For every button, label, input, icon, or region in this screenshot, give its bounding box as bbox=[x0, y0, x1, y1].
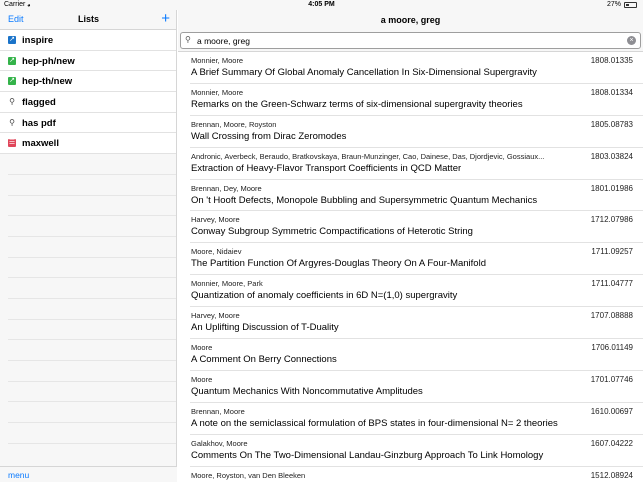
paper-title: The Partition Function Of Argyres-Douglas Theory On A Four-Manifold bbox=[191, 258, 486, 270]
paper-authors: Andronic, Averbeck, Beraudo, Bratkovskaya, Braun-Munzinger, Cao, Dainese, Das, Djordjevic, Gossiaux... bbox=[191, 151, 545, 161]
results-panel bbox=[178, 10, 643, 482]
search-bar bbox=[178, 30, 643, 52]
paper-arxiv-id: 1610.00697 bbox=[590, 406, 633, 416]
paper-row[interactable] bbox=[190, 243, 643, 275]
paper-title: A Brief Summary Of Global Anomaly Cancellation In Six-Dimensional Supergravity bbox=[191, 67, 537, 78]
paper-arxiv-id: 1711.09257 bbox=[591, 247, 633, 257]
paper-title: An Uplifting Discussion of T-Duality bbox=[191, 322, 339, 334]
empty-row bbox=[8, 340, 176, 361]
empty-row bbox=[8, 320, 176, 341]
menu-button[interactable]: menu bbox=[8, 470, 30, 480]
folder-icon: ☰ bbox=[8, 139, 16, 147]
empty-row bbox=[8, 402, 176, 423]
paper-arxiv-id: 1607.04222 bbox=[590, 438, 633, 448]
search-icon: ⚲ bbox=[9, 117, 15, 127]
clock: 4:05 PM bbox=[308, 1, 335, 8]
sidebar bbox=[0, 10, 177, 482]
paper-row[interactable] bbox=[190, 116, 643, 148]
sidebar-item-hep-ph-new[interactable] bbox=[0, 51, 176, 72]
sidebar-item-flagged[interactable] bbox=[0, 92, 176, 113]
paper-authors: Brennan, Moore, Royston bbox=[191, 119, 277, 129]
paper-authors: Monnier, Moore, Park bbox=[191, 279, 263, 289]
empty-row bbox=[8, 258, 176, 279]
search-input[interactable] bbox=[197, 34, 617, 47]
paper-arxiv-id: 1808.01334 bbox=[590, 87, 633, 97]
paper-authors: Monnier, Moore bbox=[191, 87, 244, 97]
empty-row bbox=[8, 423, 176, 444]
paper-title: A Comment On Berry Connections bbox=[191, 354, 337, 366]
sidebar-item-label: flagged bbox=[22, 97, 56, 109]
paper-row[interactable] bbox=[190, 467, 643, 482]
sidebar-item-has-pdf[interactable] bbox=[0, 113, 176, 134]
empty-row bbox=[8, 361, 176, 382]
paper-authors: Brennan, Moore bbox=[191, 406, 245, 416]
paper-row[interactable] bbox=[190, 435, 643, 467]
paper-arxiv-id: 1808.01335 bbox=[590, 56, 633, 65]
battery-icon bbox=[624, 2, 637, 8]
sidebar-footer bbox=[0, 466, 177, 482]
sidebar-item-label: inspire bbox=[22, 35, 54, 46]
paper-arxiv-id: 1805.08783 bbox=[590, 119, 633, 129]
paper-row[interactable] bbox=[190, 275, 643, 307]
paper-authors: Monnier, Moore bbox=[191, 56, 244, 65]
paper-list bbox=[178, 52, 643, 482]
empty-row bbox=[8, 278, 176, 299]
page-title: a moore, greg bbox=[178, 10, 643, 30]
carrier-label: Carrier bbox=[4, 1, 26, 8]
paper-row[interactable] bbox=[190, 371, 643, 403]
paper-arxiv-id: 1706.01149 bbox=[591, 343, 633, 353]
sidebar-item-label: hep-ph/new bbox=[22, 55, 75, 67]
empty-row bbox=[8, 154, 176, 175]
paper-row[interactable] bbox=[190, 339, 643, 371]
paper-authors: Moore bbox=[191, 343, 213, 353]
paper-row[interactable] bbox=[190, 180, 643, 212]
paper-title: A note on the semiclassical formulation of BPS states in four-dimensional N= 2 theories bbox=[191, 417, 558, 429]
arxiv-feed-icon: ↗ bbox=[9, 56, 15, 64]
paper-arxiv-id: 1512.08924 bbox=[590, 470, 633, 480]
battery-percentage: 27% bbox=[606, 1, 621, 8]
sidebar-item-label: maxwell bbox=[22, 138, 59, 150]
paper-row[interactable] bbox=[190, 307, 643, 339]
paper-arxiv-id: 1803.03824 bbox=[590, 151, 633, 161]
search-icon: ⚲ bbox=[9, 97, 15, 107]
sidebar-navbar bbox=[0, 10, 176, 30]
paper-title: Remarks on the Green-Schwarz terms of six-dimensional supergravity theories bbox=[191, 98, 523, 110]
paper-row[interactable] bbox=[190, 84, 643, 116]
paper-row[interactable] bbox=[190, 52, 643, 84]
paper-authors: Moore bbox=[191, 374, 213, 384]
add-list-button[interactable]: + bbox=[161, 10, 170, 27]
inspire-icon: ↗ bbox=[9, 36, 15, 43]
arxiv-feed-icon: ↗ bbox=[9, 77, 15, 85]
empty-row bbox=[8, 237, 176, 258]
paper-arxiv-id: 1701.07746 bbox=[590, 374, 633, 384]
paper-authors: Moore, Nidaiev bbox=[191, 247, 242, 257]
paper-title: Quantum Mechanics With Noncommutative Amplitudes bbox=[191, 385, 423, 397]
empty-row bbox=[8, 175, 176, 196]
status-bar bbox=[0, 0, 643, 10]
sidebar-item-label: has pdf bbox=[22, 117, 56, 129]
paper-authors: Galakhov, Moore bbox=[191, 438, 248, 448]
paper-arxiv-id: 1711.04777 bbox=[591, 279, 633, 289]
sidebar-item-maxwell[interactable] bbox=[0, 133, 176, 154]
paper-row[interactable] bbox=[190, 403, 643, 435]
paper-title: Comments On The Two-Dimensional Landau-Ginzburg Approach To Link Homology bbox=[191, 449, 544, 461]
paper-arxiv-id: 1707.08888 bbox=[590, 311, 633, 321]
paper-authors: Harvey, Moore bbox=[191, 311, 240, 321]
empty-row bbox=[8, 196, 176, 217]
sidebar-item-label: hep-th/new bbox=[22, 76, 73, 88]
empty-row bbox=[8, 216, 176, 237]
paper-authors: Moore, Royston, van Den Bleeken bbox=[191, 470, 306, 480]
paper-row[interactable] bbox=[190, 148, 643, 180]
edit-button[interactable]: Edit bbox=[8, 14, 24, 24]
paper-title: On 't Hooft Defects, Monopole Bubbling and Supersymmetric Quantum Mechanics bbox=[191, 194, 538, 206]
sidebar-item-hep-th-new[interactable] bbox=[0, 71, 176, 92]
paper-arxiv-id: 1801.01986 bbox=[590, 183, 633, 193]
paper-title: Quantization of anomaly coefficients in 6D N=(1,0) supergravity bbox=[191, 290, 458, 302]
paper-authors: Brennan, Dey, Moore bbox=[191, 183, 262, 193]
paper-title: Conway Subgroup Symmetric Compactifications of Heterotic String bbox=[191, 226, 473, 238]
paper-arxiv-id: 1712.07986 bbox=[590, 215, 633, 225]
paper-title: Extraction of Heavy-Flavor Transport Coefficients in QCD Matter bbox=[191, 162, 462, 174]
paper-authors: Harvey, Moore bbox=[191, 215, 240, 225]
search-box[interactable] bbox=[180, 32, 641, 49]
sidebar-title: Lists bbox=[77, 14, 99, 24]
empty-row bbox=[8, 299, 176, 320]
paper-title: Wall Crossing from Dirac Zeromodes bbox=[191, 130, 347, 142]
clear-search-icon[interactable]: × bbox=[627, 36, 636, 45]
paper-row[interactable] bbox=[190, 211, 643, 243]
empty-row bbox=[8, 382, 176, 403]
wifi-icon: ◕ bbox=[27, 3, 31, 9]
search-icon: ⚲ bbox=[185, 35, 191, 44]
sidebar-item-inspire[interactable] bbox=[0, 30, 176, 51]
